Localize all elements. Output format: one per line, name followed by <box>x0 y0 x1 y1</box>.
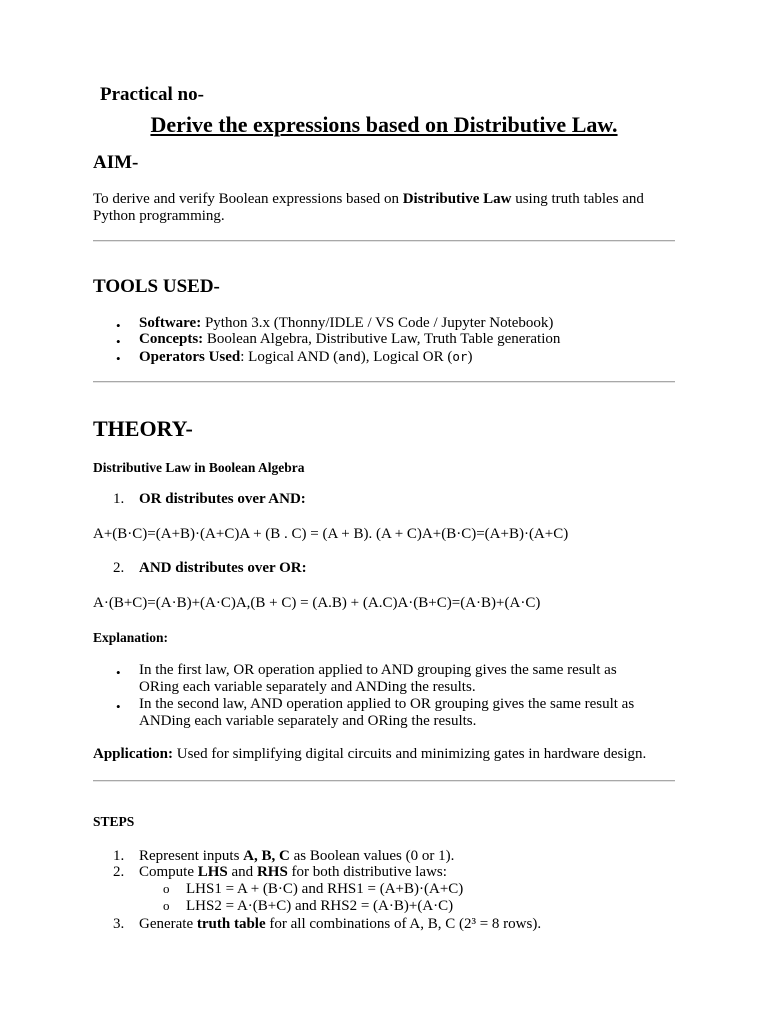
explanation-item-cont: ANDing each variable separately and ORing the results. <box>139 713 477 729</box>
step-bold: A, B, C <box>243 848 290 864</box>
step-2 <box>139 864 447 881</box>
bullet-icon: • <box>116 665 121 680</box>
divider <box>93 381 675 383</box>
aim-text-line1 <box>93 191 644 208</box>
explanation-item: In the second law, AND operation applied to OR grouping gives the same result as <box>139 696 635 712</box>
bullet-icon: • <box>116 351 121 366</box>
step-2-sub-1: LHS1 = A + (B·C) and RHS1 = (A+B)·(A+C) <box>186 881 464 897</box>
tools-item-text: : Logical AND ( <box>240 349 339 365</box>
explanation-heading: Explanation: <box>93 630 169 645</box>
step-text: Generate <box>139 916 197 932</box>
tools-heading: TOOLS USED- <box>93 276 220 297</box>
practical-number: Practical no- <box>100 84 204 105</box>
law2-title: AND distributes over OR: <box>139 560 307 576</box>
step-bold: LHS <box>197 864 228 880</box>
aim-text-start: To derive and verify Boolean expressions based on <box>93 191 403 207</box>
aim-text-line2: Python programming. <box>93 208 225 224</box>
law2-expression: A·(B+C)=(A·B)+(A·C)A,(B + C) = (A.B) + (A.C)A·(B+C)=(A·B)+(A·C) <box>93 595 541 611</box>
list-number: 3. <box>113 916 125 932</box>
tools-item-label: Software: <box>139 315 202 331</box>
list-number: 2. <box>113 864 125 880</box>
law1-expression: A+(B·C)=(A+B)·(A+C)A + (B . C) = (A + B). (A + C)A+(B·C)=(A+B)·(A+C) <box>93 526 569 542</box>
step-text: for all combinations of A, B, C (2³ = 8 rows). <box>265 916 542 932</box>
step-text: as Boolean values (0 or 1). <box>289 848 455 864</box>
step-text: Compute <box>139 864 198 880</box>
explanation-item: In the first law, OR operation applied to AND grouping gives the same result as <box>139 662 617 678</box>
step-text: for both distributive laws: <box>287 864 447 880</box>
application-line <box>93 746 646 763</box>
application-label: Application: <box>93 746 174 762</box>
step-2-sub-2: LHS2 = A·(B+C) and RHS2 = (A·B)+(A·C) <box>186 898 454 914</box>
tools-item-text: Python 3.x (Thonny/IDLE / VS Code / Jupyter Notebook) <box>201 315 554 331</box>
application-text: Used for simplifying digital circuits and minimizing gates in hardware design. <box>173 746 647 762</box>
tools-item-text: ), Logical OR ( <box>360 349 453 365</box>
bullet-icon: • <box>116 699 121 714</box>
page-title: Derive the expressions based on Distributive Law. <box>150 112 618 137</box>
step-3 <box>139 916 541 933</box>
sub-bullet-icon: o <box>163 898 170 913</box>
step-text: and <box>227 864 257 880</box>
code-or: or <box>452 349 468 364</box>
aim-heading: AIM- <box>93 152 139 173</box>
theory-subheading: Distributive Law in Boolean Algebra <box>93 460 305 475</box>
list-number: 1. <box>113 848 125 864</box>
step-bold: truth table <box>196 916 266 932</box>
list-number: 2. <box>113 560 125 576</box>
step-text: Represent inputs <box>139 848 244 864</box>
divider <box>93 240 675 242</box>
tools-item-label: Operators Used <box>139 349 241 365</box>
law1-title: OR distributes over AND: <box>139 491 306 507</box>
step-bold: RHS <box>256 864 288 880</box>
tools-item-text: ) <box>467 349 473 365</box>
explanation-item-cont: ORing each variable separately and ANDing the results. <box>139 679 476 695</box>
tools-item-label: Concepts: <box>139 331 204 347</box>
code-and: and <box>338 349 361 364</box>
tools-item-operators <box>139 348 472 366</box>
list-number: 1. <box>113 491 125 507</box>
aim-text-end: using truth tables and <box>511 191 644 207</box>
sub-bullet-icon: o <box>163 881 170 896</box>
tools-item-text: Boolean Algebra, Distributive Law, Truth Table generation <box>203 331 561 347</box>
divider <box>93 780 675 782</box>
steps-heading: STEPS <box>93 814 135 829</box>
bullet-icon: • <box>116 318 121 333</box>
theory-heading: THEORY- <box>93 416 193 441</box>
tools-item-software <box>139 315 553 332</box>
tools-item-concepts <box>139 331 560 348</box>
step-1 <box>139 848 454 865</box>
bullet-icon: • <box>116 334 121 349</box>
aim-text-bold: Distributive Law <box>402 191 512 207</box>
